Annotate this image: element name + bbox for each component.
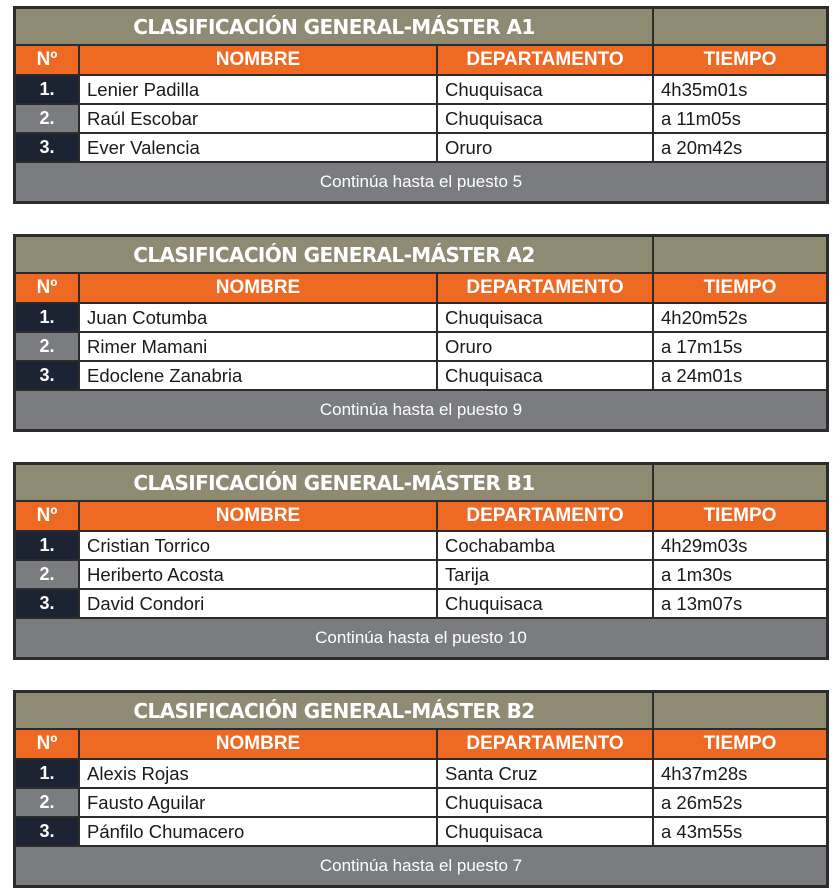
position-cell: 2. [16,333,78,360]
header-num: Nº [16,502,78,530]
name-cell: Lenier Padilla [80,76,436,103]
time-cell: 4h37m28s [654,760,826,787]
position-cell: 1. [16,76,78,103]
table-footer: Continúa hasta el puesto 5 [16,163,826,201]
department-cell: Chuquisaca [438,789,652,816]
header-departamento: DEPARTAMENTO [438,274,652,302]
name-cell: Juan Cotumba [80,304,436,331]
header-tiempo: TIEMPO [654,730,826,758]
header-nombre: NOMBRE [80,46,436,74]
header-tiempo: TIEMPO [654,46,826,74]
time-cell: a 13m07s [654,590,826,617]
time-cell: 4h20m52s [654,304,826,331]
header-nombre: NOMBRE [80,274,436,302]
table-title: CLASIFICACIÓN GENERAL-MÁSTER A2 [16,237,652,272]
table-title: CLASIFICACIÓN GENERAL-MÁSTER A1 [16,9,652,44]
header-nombre: NOMBRE [80,502,436,530]
position-cell: 1. [16,532,78,559]
department-cell: Oruro [438,333,652,360]
table-row [16,590,826,617]
table-master-b2 [13,690,829,888]
department-cell: Cochabamba [438,532,652,559]
position-cell: 1. [16,760,78,787]
table-row [16,76,826,103]
header-tiempo: TIEMPO [654,274,826,302]
name-cell: Heriberto Acosta [80,561,436,588]
title-side-cell [654,465,826,500]
position-cell: 2. [16,789,78,816]
time-cell: 4h35m01s [654,76,826,103]
table-row [16,333,826,360]
table-title: CLASIFICACIÓN GENERAL-MÁSTER B1 [16,465,652,500]
time-cell: 4h29m03s [654,532,826,559]
department-cell: Santa Cruz [438,760,652,787]
title-side-cell [654,237,826,272]
table-footer: Continúa hasta el puesto 7 [16,847,826,885]
position-cell: 3. [16,590,78,617]
table-row [16,362,826,389]
header-num: Nº [16,730,78,758]
table-master-a2 [13,234,829,432]
table-master-a1 [13,6,829,204]
title-side-cell [654,9,826,44]
department-cell: Chuquisaca [438,590,652,617]
position-cell: 3. [16,362,78,389]
header-row [16,502,826,530]
name-cell: Alexis Rojas [80,760,436,787]
table-row [16,304,826,331]
name-cell: Pánfilo Chumacero [80,818,436,845]
name-cell: Ever Valencia [80,134,436,161]
department-cell: Chuquisaca [438,76,652,103]
table-row [16,818,826,845]
name-cell: Raúl Escobar [80,105,436,132]
header-departamento: DEPARTAMENTO [438,46,652,74]
time-cell: a 20m42s [654,134,826,161]
header-nombre: NOMBRE [80,730,436,758]
table-footer: Continúa hasta el puesto 9 [16,391,826,429]
position-cell: 1. [16,304,78,331]
header-row [16,730,826,758]
department-cell: Oruro [438,134,652,161]
department-cell: Chuquisaca [438,818,652,845]
time-cell: a 24m01s [654,362,826,389]
table-row [16,134,826,161]
header-row [16,274,826,302]
table-row [16,789,826,816]
name-cell: Edoclene Zanabria [80,362,436,389]
header-row [16,46,826,74]
table-row [16,105,826,132]
name-cell: Rimer Mamani [80,333,436,360]
header-num: Nº [16,46,78,74]
name-cell: Fausto Aguilar [80,789,436,816]
time-cell: a 1m30s [654,561,826,588]
table-row [16,760,826,787]
header-departamento: DEPARTAMENTO [438,502,652,530]
position-cell: 3. [16,134,78,161]
department-cell: Chuquisaca [438,304,652,331]
department-cell: Chuquisaca [438,362,652,389]
table-title: CLASIFICACIÓN GENERAL-MÁSTER B2 [16,693,652,728]
time-cell: a 26m52s [654,789,826,816]
name-cell: David Condori [80,590,436,617]
table-footer: Continúa hasta el puesto 10 [16,619,826,657]
table-row [16,532,826,559]
department-cell: Tarija [438,561,652,588]
position-cell: 2. [16,105,78,132]
title-side-cell [654,693,826,728]
position-cell: 3. [16,818,78,845]
table-row [16,561,826,588]
name-cell: Cristian Torrico [80,532,436,559]
header-tiempo: TIEMPO [654,502,826,530]
time-cell: a 11m05s [654,105,826,132]
time-cell: a 17m15s [654,333,826,360]
header-departamento: DEPARTAMENTO [438,730,652,758]
time-cell: a 43m55s [654,818,826,845]
position-cell: 2. [16,561,78,588]
header-num: Nº [16,274,78,302]
department-cell: Chuquisaca [438,105,652,132]
table-master-b1 [13,462,829,660]
